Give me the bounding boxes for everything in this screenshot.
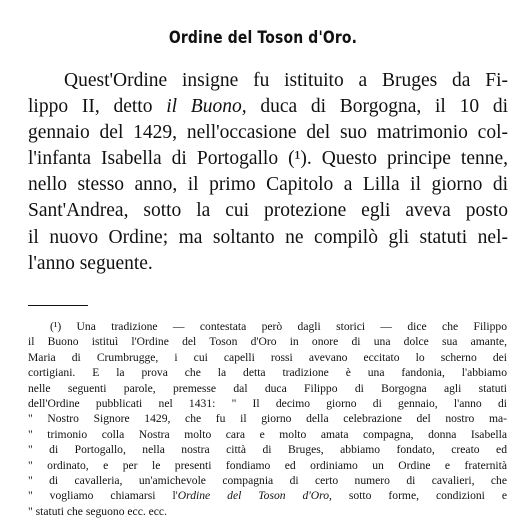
paragraph-line: Quest'Ordine insigne fu istituito a Bruges da Fi- (64, 70, 508, 91)
footnote-line: " ordinato, e per le presenti fondiamo ed ordiniamo un Ordine e fraternità (28, 458, 507, 472)
paragraph-line: gennaio del 1429, nell'occasione del suo matrimonio col- (28, 122, 508, 144)
footnote (28, 319, 507, 519)
paragraph-line: Sant'Andrea, sotto la cui protezione egli aveva posto (28, 200, 508, 222)
paragraph-line: l'anno seguente. (28, 252, 153, 274)
footnote-line: " trimonio colla Nostra molto cara e molto amata compagna, donna Isabella (28, 427, 507, 441)
footnote-line: dell'Ordine pubblicati nel 1431: " Il decimo giorno di gennaio, l'anno di (28, 397, 507, 411)
footnote-line: " Nostro Signore 1429, che fu il giorno della celebrazione del nostro ma- (28, 412, 507, 426)
paragraph-line: l'infanta Isabella di Portogallo (¹). Questo principe tenne, (28, 148, 508, 170)
footnote-line: " statuti che seguono ecc. ecc. (28, 504, 167, 518)
paragraph-line: nello stesso anno, il primo Capitolo a Lilla il giorno di (28, 174, 508, 196)
footnote-line: nelle seguenti parole, premesse dal duca Filippo di Borgogna agli statuti (28, 381, 507, 395)
italic-order-name: Ordine del Toson d'Oro, (177, 489, 332, 503)
footnote-divider (28, 305, 88, 306)
page-title: Ordine del Toson d'Oro. (168, 28, 358, 48)
paragraph-line: il nuovo Ordine; ma soltanto ne compilò gli statuti nel- (28, 226, 508, 248)
footnote-line: " di Portogallo, nella nostra città di Bruges, abbiamo fondato, creato ed (28, 443, 507, 457)
footnote-line: (¹) Una tradizione — contestata però dagli storici — dice che Filippo (50, 320, 507, 333)
paragraph-line: lippo II, detto il Buono, duca di Borgogna, il 10 di (28, 96, 508, 118)
footnote-line: cortigiani. E la prova che la detta tradizione è una fandonia, l'abbiamo (28, 366, 507, 380)
footnote-line: il Buono istituì l'Ordine del Toson d'Oro in onore di una dolce sua amante, (28, 335, 507, 349)
footnote-line: Maria di Crumbrugge, i cui capelli rossi avevano eccitato lo scherno dei (28, 350, 507, 364)
main-paragraph (28, 68, 508, 277)
footnote-line: " vogliamo chiamarsi l'Ordine del Toson d'Oro, sotto forme, condizioni e (28, 489, 507, 503)
footnote-line: " di cavalleria, un'amichevole compagnia di certo numero di cavalieri, che (28, 474, 507, 488)
italic-epithet: il Buono, (166, 96, 247, 118)
